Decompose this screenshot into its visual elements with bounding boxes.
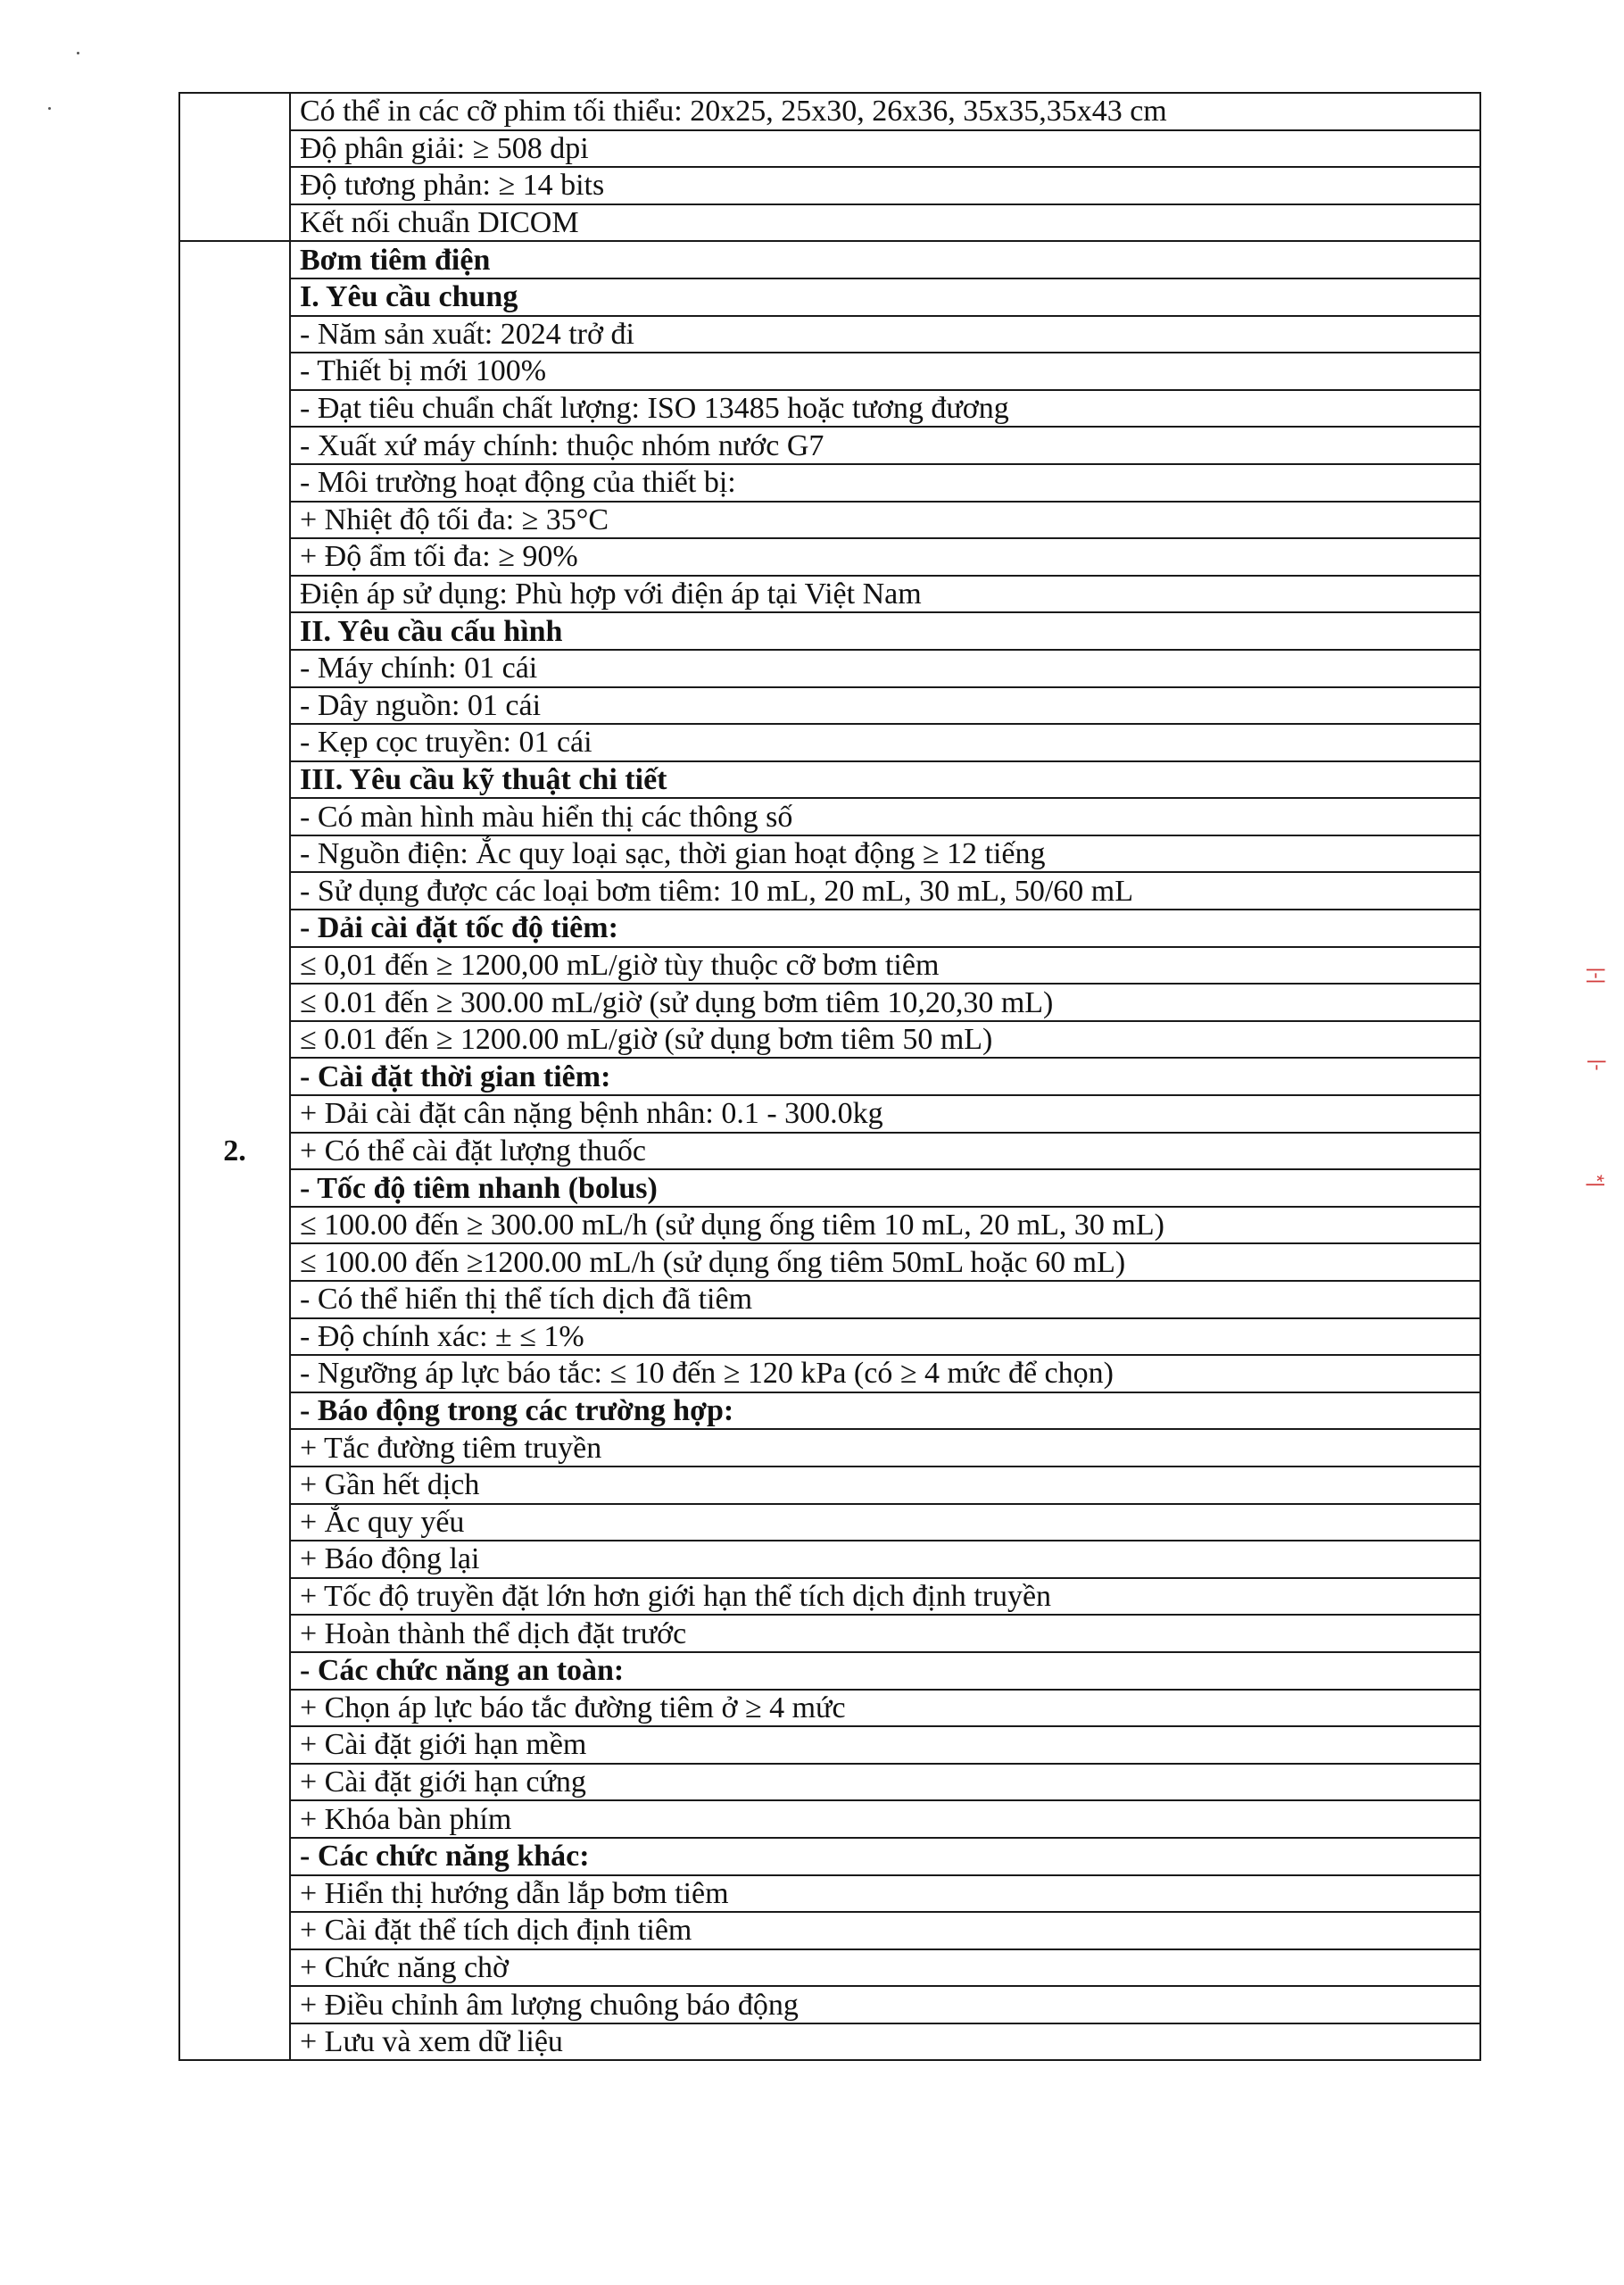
table-row [179,278,1480,316]
specification-table [178,92,1481,2061]
spec-text-cell: ≤ 100.00 đến ≥1200.00 mL/h (sử dụng ống tiêm 50mL hoặc 60 mL) [290,1243,1480,1281]
table-row [179,1652,1480,1690]
table-row [179,1986,1480,2023]
margin-stamp-fragment: *| [1586,1174,1609,1188]
table-row [179,1690,1480,1727]
spec-text-cell: + Lưu và xem dữ liệu [290,2023,1480,2061]
table-row [179,910,1480,947]
section-heading-cell: - Cài đặt thời gian tiêm: [290,1058,1480,1095]
table-row [179,1615,1480,1652]
section-heading-cell: III. Yêu cầu kỹ thuật chi tiết [290,761,1480,799]
spec-text-cell: - Năm sản xuất: 2024 trở đi [290,316,1480,353]
table-row [179,1912,1480,1949]
spec-text-cell: - Nguồn điện: Ắc quy loại sạc, thời gian hoạt động ≥ 12 tiếng [290,835,1480,873]
table-row [179,502,1480,539]
table-row [179,984,1480,1021]
spec-text-cell: + Ắc quy yếu [290,1504,1480,1541]
spec-text-cell: + Gần hết dịch [290,1467,1480,1504]
item-number-cell: 2. [179,241,290,2060]
spec-text-cell: ≤ 0.01 đến ≥ 1200.00 mL/giờ (sử dụng bơm tiêm 50 mL) [290,1021,1480,1059]
spec-text-cell: Độ phân giải: ≥ 508 dpi [290,130,1480,168]
spec-text-cell: - Có thể hiển thị thể tích dịch đã tiêm [290,1281,1480,1318]
table-row [179,612,1480,650]
spec-text-cell: + Chọn áp lực báo tắc đường tiêm ở ≥ 4 mức [290,1690,1480,1727]
spec-text-cell: - Ngưỡng áp lực báo tắc: ≤ 10 đến ≥ 120 kPa (có ≥ 4 mức để chọn) [290,1355,1480,1392]
table-row [179,650,1480,687]
spec-text-cell: + Tắc đường tiêm truyền [290,1429,1480,1467]
table-row [179,1504,1480,1541]
section-heading-cell: I. Yêu cầu chung [290,278,1480,316]
table-row [179,390,1480,428]
spec-text-cell: ≤ 0,01 đến ≥ 1200,00 mL/giờ tùy thuộc cỡ bơm tiêm [290,947,1480,985]
section-heading-cell: - Báo động trong các trường hợp: [290,1392,1480,1430]
table-row [179,1318,1480,1356]
spec-text-cell: + Cài đặt giới hạn cứng [290,1764,1480,1801]
table-row [179,872,1480,910]
spec-text-cell: + Điều chỉnh âm lượng chuông báo động [290,1986,1480,2023]
section-heading-cell: - Tốc độ tiêm nhanh (bolus) [290,1169,1480,1207]
spec-text-cell: - Sử dụng được các loại bơm tiêm: 10 mL, 20 mL, 30 mL, 50/60 mL [290,872,1480,910]
spec-text-cell: + Hoàn thành thể dịch đặt trước [290,1615,1480,1652]
table-row [179,947,1480,985]
section-heading-cell: - Các chức năng an toàn: [290,1652,1480,1690]
table-row [179,1392,1480,1430]
table-row [179,353,1480,390]
spec-text-cell: ≤ 0.01 đến ≥ 300.00 mL/giờ (sử dụng bơm tiêm 10,20,30 mL) [290,984,1480,1021]
table-row [179,1207,1480,1244]
table-row [179,1578,1480,1616]
spec-text-cell: - Máy chính: 01 cái [290,650,1480,687]
spec-text-cell: + Khóa bàn phím [290,1800,1480,1838]
table-row [179,687,1480,725]
item-number-cell [179,93,290,241]
spec-text-cell: ≤ 100.00 đến ≥ 300.00 mL/h (sử dụng ống tiêm 10 mL, 20 mL, 30 mL) [290,1207,1480,1244]
table-row [179,835,1480,873]
spec-text-cell: - Xuất xứ máy chính: thuộc nhóm nước G7 [290,427,1480,464]
table-row [179,761,1480,799]
spec-text-cell: + Nhiệt độ tối đa: ≥ 35°C [290,502,1480,539]
spec-text-cell: - Thiết bị mới 100% [290,353,1480,390]
table-row [179,1764,1480,1801]
table-row [179,316,1480,353]
table-row [179,1800,1480,1838]
table-row [179,1169,1480,1207]
specification-table-body [179,93,1480,2060]
table-row [179,1467,1480,1504]
table-row [179,1281,1480,1318]
spec-text-cell: + Chức năng chờ [290,1949,1480,1987]
section-heading-cell: - Dải cài đặt tốc độ tiêm: [290,910,1480,947]
table-row [179,538,1480,576]
spec-text-cell: Có thể in các cỡ phim tối thiểu: 20x25, 25x30, 26x36, 35x35,35x43 cm [290,93,1480,130]
table-row [179,1838,1480,1875]
table-row [179,204,1480,242]
section-heading-cell: II. Yêu cầu cấu hình [290,612,1480,650]
spec-text-cell: - Dây nguồn: 01 cái [290,687,1480,725]
table-row [179,1058,1480,1095]
spec-text-cell: - Môi trường hoạt động của thiết bị: [290,464,1480,502]
scan-dot [77,52,79,54]
spec-text-cell: + Tốc độ truyền đặt lớn hơn giới hạn thể tích dịch định truyền [290,1578,1480,1616]
table-row [179,93,1480,130]
table-row [179,464,1480,502]
margin-stamp-fragment: |-| [1586,967,1609,985]
spec-text-cell: Độ tương phản: ≥ 14 bits [290,167,1480,204]
table-row [179,1949,1480,1987]
margin-stamp-fragment: |- [1587,1059,1610,1071]
spec-text-cell: + Cài đặt thể tích dịch định tiêm [290,1912,1480,1949]
table-row [179,1541,1480,1578]
spec-text-cell: + Dải cài đặt cân nặng bệnh nhân: 0.1 - 300.0kg [290,1095,1480,1133]
table-row [179,1133,1480,1170]
table-row [179,1875,1480,1913]
table-row [179,427,1480,464]
spec-text-cell: Điện áp sử dụng: Phù hợp với điện áp tại Việt Nam [290,576,1480,613]
spec-text-cell: + Độ ẩm tối đa: ≥ 90% [290,538,1480,576]
table-row [179,130,1480,168]
spec-text-cell: + Cài đặt giới hạn mềm [290,1726,1480,1764]
spec-text-cell: + Báo động lại [290,1541,1480,1578]
section-heading-cell: Bơm tiêm điện [290,241,1480,278]
table-row [179,724,1480,761]
section-heading-cell: - Các chức năng khác: [290,1838,1480,1875]
table-row [179,798,1480,835]
spec-text-cell: + Hiển thị hướng dẫn lắp bơm tiêm [290,1875,1480,1913]
table-row [179,1243,1480,1281]
spec-text-cell: - Kẹp cọc truyền: 01 cái [290,724,1480,761]
spec-text-cell: + Có thể cài đặt lượng thuốc [290,1133,1480,1170]
scan-dot [48,107,51,110]
table-row [179,1429,1480,1467]
table-row [179,1726,1480,1764]
spec-text-cell: - Đạt tiêu chuẩn chất lượng: ISO 13485 hoặc tương đương [290,390,1480,428]
table-row [179,1021,1480,1059]
table-row [179,1095,1480,1133]
table-row [179,167,1480,204]
table-row [179,1355,1480,1392]
spec-text-cell: - Độ chính xác: ± ≤ 1% [290,1318,1480,1356]
spec-text-cell: - Có màn hình màu hiển thị các thông số [290,798,1480,835]
table-row [179,241,1480,278]
spec-text-cell: Kết nối chuẩn DICOM [290,204,1480,242]
table-row [179,2023,1480,2061]
table-row [179,576,1480,613]
